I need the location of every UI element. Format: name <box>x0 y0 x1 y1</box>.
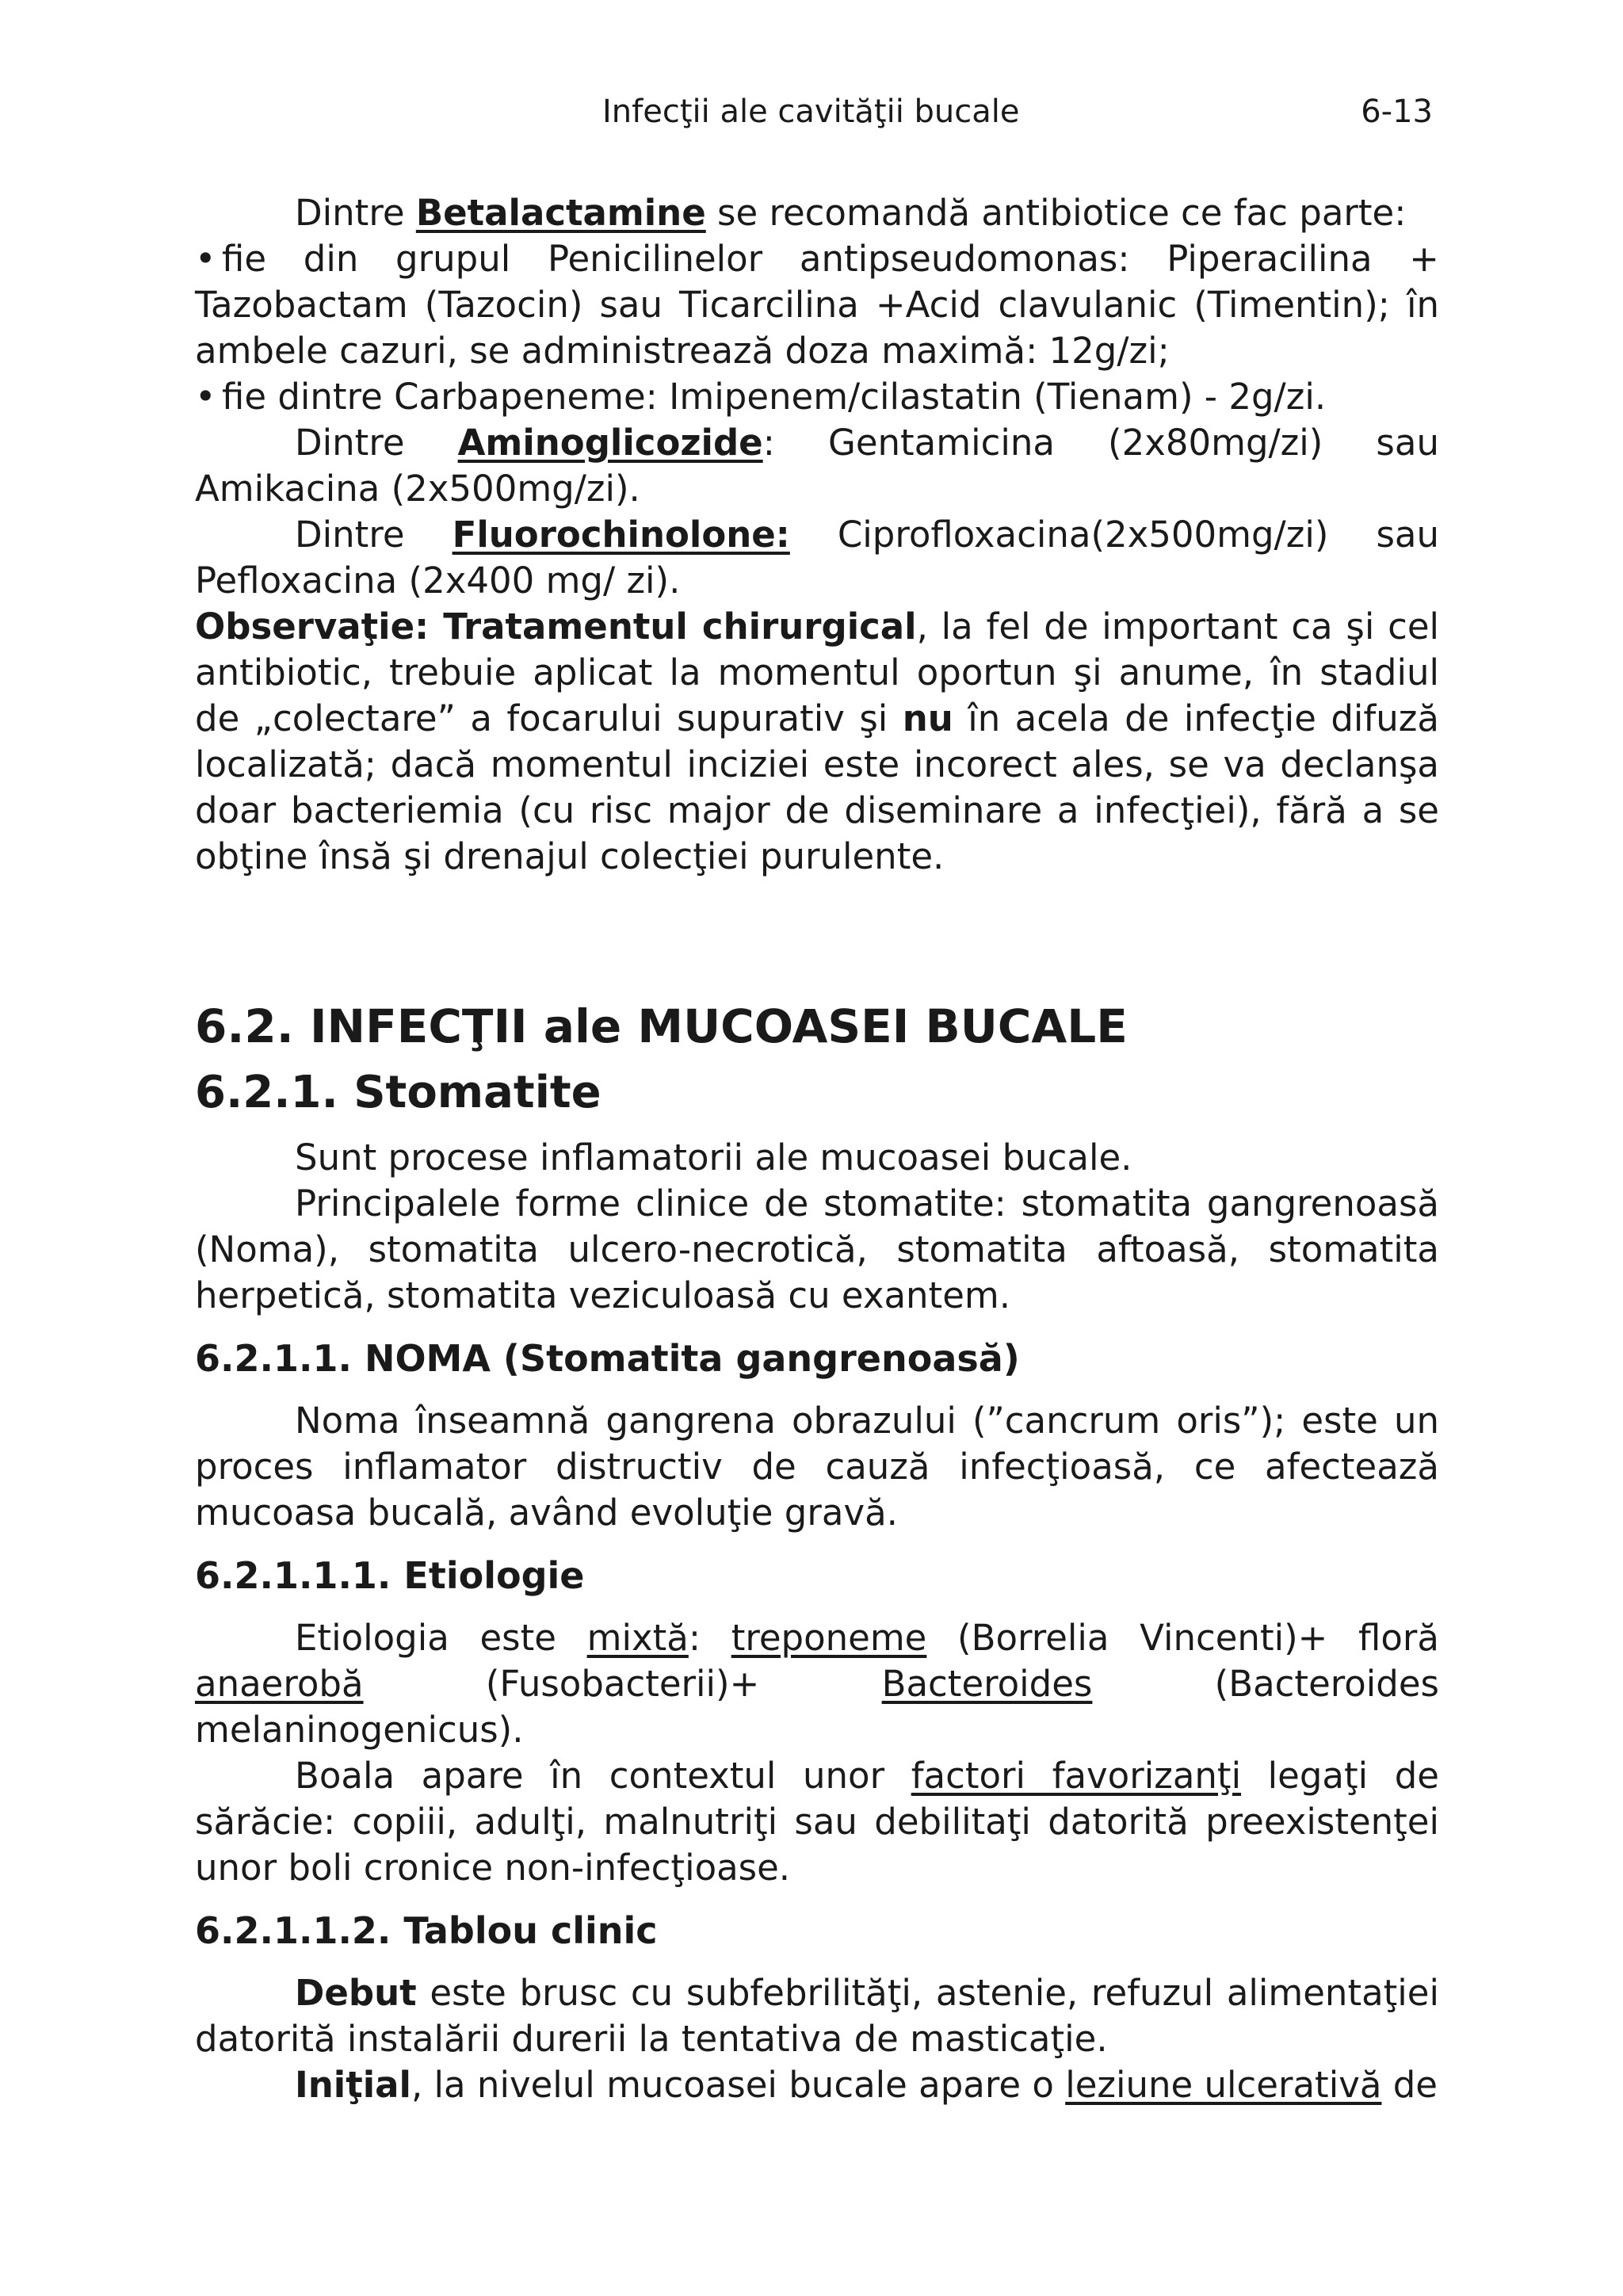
paragraph-initial <box>195 2062 1439 2108</box>
underlined-term: factori favorizanţi <box>911 1755 1242 1797</box>
emphasis-nu: nu <box>902 697 953 739</box>
paragraph-debut <box>195 1970 1439 2062</box>
page-header <box>0 94 1623 141</box>
text-run: este brusc cu subfebrilităţi, astenie, refuzul alimentaţiei datorită instalării durerii la tentativa de masticaţie. <box>195 1972 1439 2060</box>
section-heading: 6.2. INFECŢII ale MUCOASEI BUCALE <box>195 999 1128 1053</box>
term-fluorochinolone: Fluorochinolone: <box>452 514 790 556</box>
text-run: se recomandă antibiotice ce fac parte: <box>705 192 1407 234</box>
page-content <box>195 190 1439 2108</box>
page-number: 6-13 <box>1361 94 1433 130</box>
paragraph-aminoglicozide <box>195 420 1439 512</box>
text-run: Etiologia este <box>295 1617 587 1659</box>
list-item <box>195 236 1439 374</box>
underlined-term: mixtă <box>586 1617 689 1659</box>
term-initial: Iniţial <box>295 2064 411 2106</box>
underlined-term: anaerobă <box>195 1663 364 1705</box>
subsection-heading: 6.2.1. Stomatite <box>195 1067 601 1118</box>
text-run: Dintre <box>295 192 416 234</box>
subsection-heading-tablou: 6.2.1.1.2. Tablou clinic <box>195 1909 658 1952</box>
subsection-heading-noma: 6.2.1.1. NOMA (Stomatita gangrenoasă) <box>195 1337 1020 1380</box>
subsection-heading-etiologie: 6.2.1.1.1. Etiologie <box>195 1554 585 1597</box>
text-run: : Gentamicina (2x80mg/zi) sau Amikacina (2x500mg/zi). <box>195 422 1439 510</box>
text-run: Dintre <box>295 514 453 556</box>
bullet-icon: • <box>195 376 216 418</box>
running-title: Infecţii ale cavităţii bucale <box>602 94 1020 130</box>
list-item <box>195 374 1439 420</box>
text-run: Ciprofloxacina(2x500mg/zi) sau Pefloxacina (2x400 mg/ zi). <box>195 514 1440 602</box>
bullet-list <box>195 236 1439 420</box>
paragraph-fluorochinolone <box>195 512 1439 604</box>
term-aminoglicozide: Aminoglicozide <box>457 422 763 464</box>
paragraph-noma: Noma înseamnă gangrena obrazului (”cancrum oris”); este un proces inflamator distructiv de cauză infecţioasă, ce afectează mucoasa bucală, având evoluţie gravă. <box>195 1400 1439 1534</box>
text-run: (Fusobacterii)+ <box>363 1663 882 1705</box>
paragraph-stomatite-definition: Sunt procese inflamatorii ale mucoasei bucale. <box>295 1137 1132 1179</box>
text-run: Dintre <box>295 422 458 464</box>
paragraph-stomatite-forms: Principalele forme clinice de stomatite: stomatita gangrenoasă (Noma), stomatita ulcero-necrotică, stomatita aftoasă, stomatita herpetică, stomatita veziculoasă cu exantem. <box>195 1182 1439 1316</box>
paragraph-observatie <box>195 604 1439 880</box>
text-run: de <box>1381 2064 1438 2106</box>
text-run: (Bacteroides melaninogenicus). <box>195 1663 1439 1751</box>
paragraph-factori <box>195 1753 1439 1891</box>
paragraph-betalactamine <box>195 190 1439 236</box>
list-item-text: fie din grupul Penicilinelor antipseudomonas: Piperacilina + Tazobactam (Tazocin) sau Ticarcilina +Acid clavulanic (Timentin); în ambele cazuri, se administrează doza maximă: 12g/zi; <box>195 238 1439 372</box>
underlined-term: treponeme <box>731 1617 927 1659</box>
text-run: în acela de infecţie difuză localizată; dacă momentul inciziei este incorect ales, se va declanşa doar bacteriemia (cu risc major de diseminare a infecţiei), fără a se obţine însă şi drenajul colecţiei purulente. <box>195 697 1439 877</box>
text-run: , la nivelul mucoasei bucale apare o <box>411 2064 1066 2106</box>
list-item-text: fie dintre Carbapeneme: Imipenem/cilastatin (Tienam) - 2g/zi. <box>222 376 1327 418</box>
underlined-term: leziune ulcerativă <box>1065 2064 1382 2106</box>
text-run: Boala apare în contextul unor <box>295 1755 911 1797</box>
term-debut: Debut <box>295 1972 417 2014</box>
text-run: (Borrelia Vincenti)+ floră <box>926 1617 1439 1659</box>
bullet-icon: • <box>195 238 216 280</box>
text-run: : <box>688 1617 731 1659</box>
paragraph-etiologie <box>195 1615 1439 1753</box>
text-run: , la fel de important ca şi cel antibiotic, trebuie aplicat la momentul oportun şi anume, în stadiul de „colectare” a focarului supurativ şi <box>195 606 1440 739</box>
underlined-term: Bacteroides <box>881 1663 1093 1705</box>
observation-label: Observaţie: Tratamentul chirurgical <box>195 606 917 648</box>
term-betalactamine: Betalactamine <box>415 192 706 234</box>
text-run: legaţi de sărăcie: copiii, adulţi, malnutriţi sau debilitaţi datorită preexistenţei unor boli cronice non-infecţioase. <box>195 1755 1439 1889</box>
